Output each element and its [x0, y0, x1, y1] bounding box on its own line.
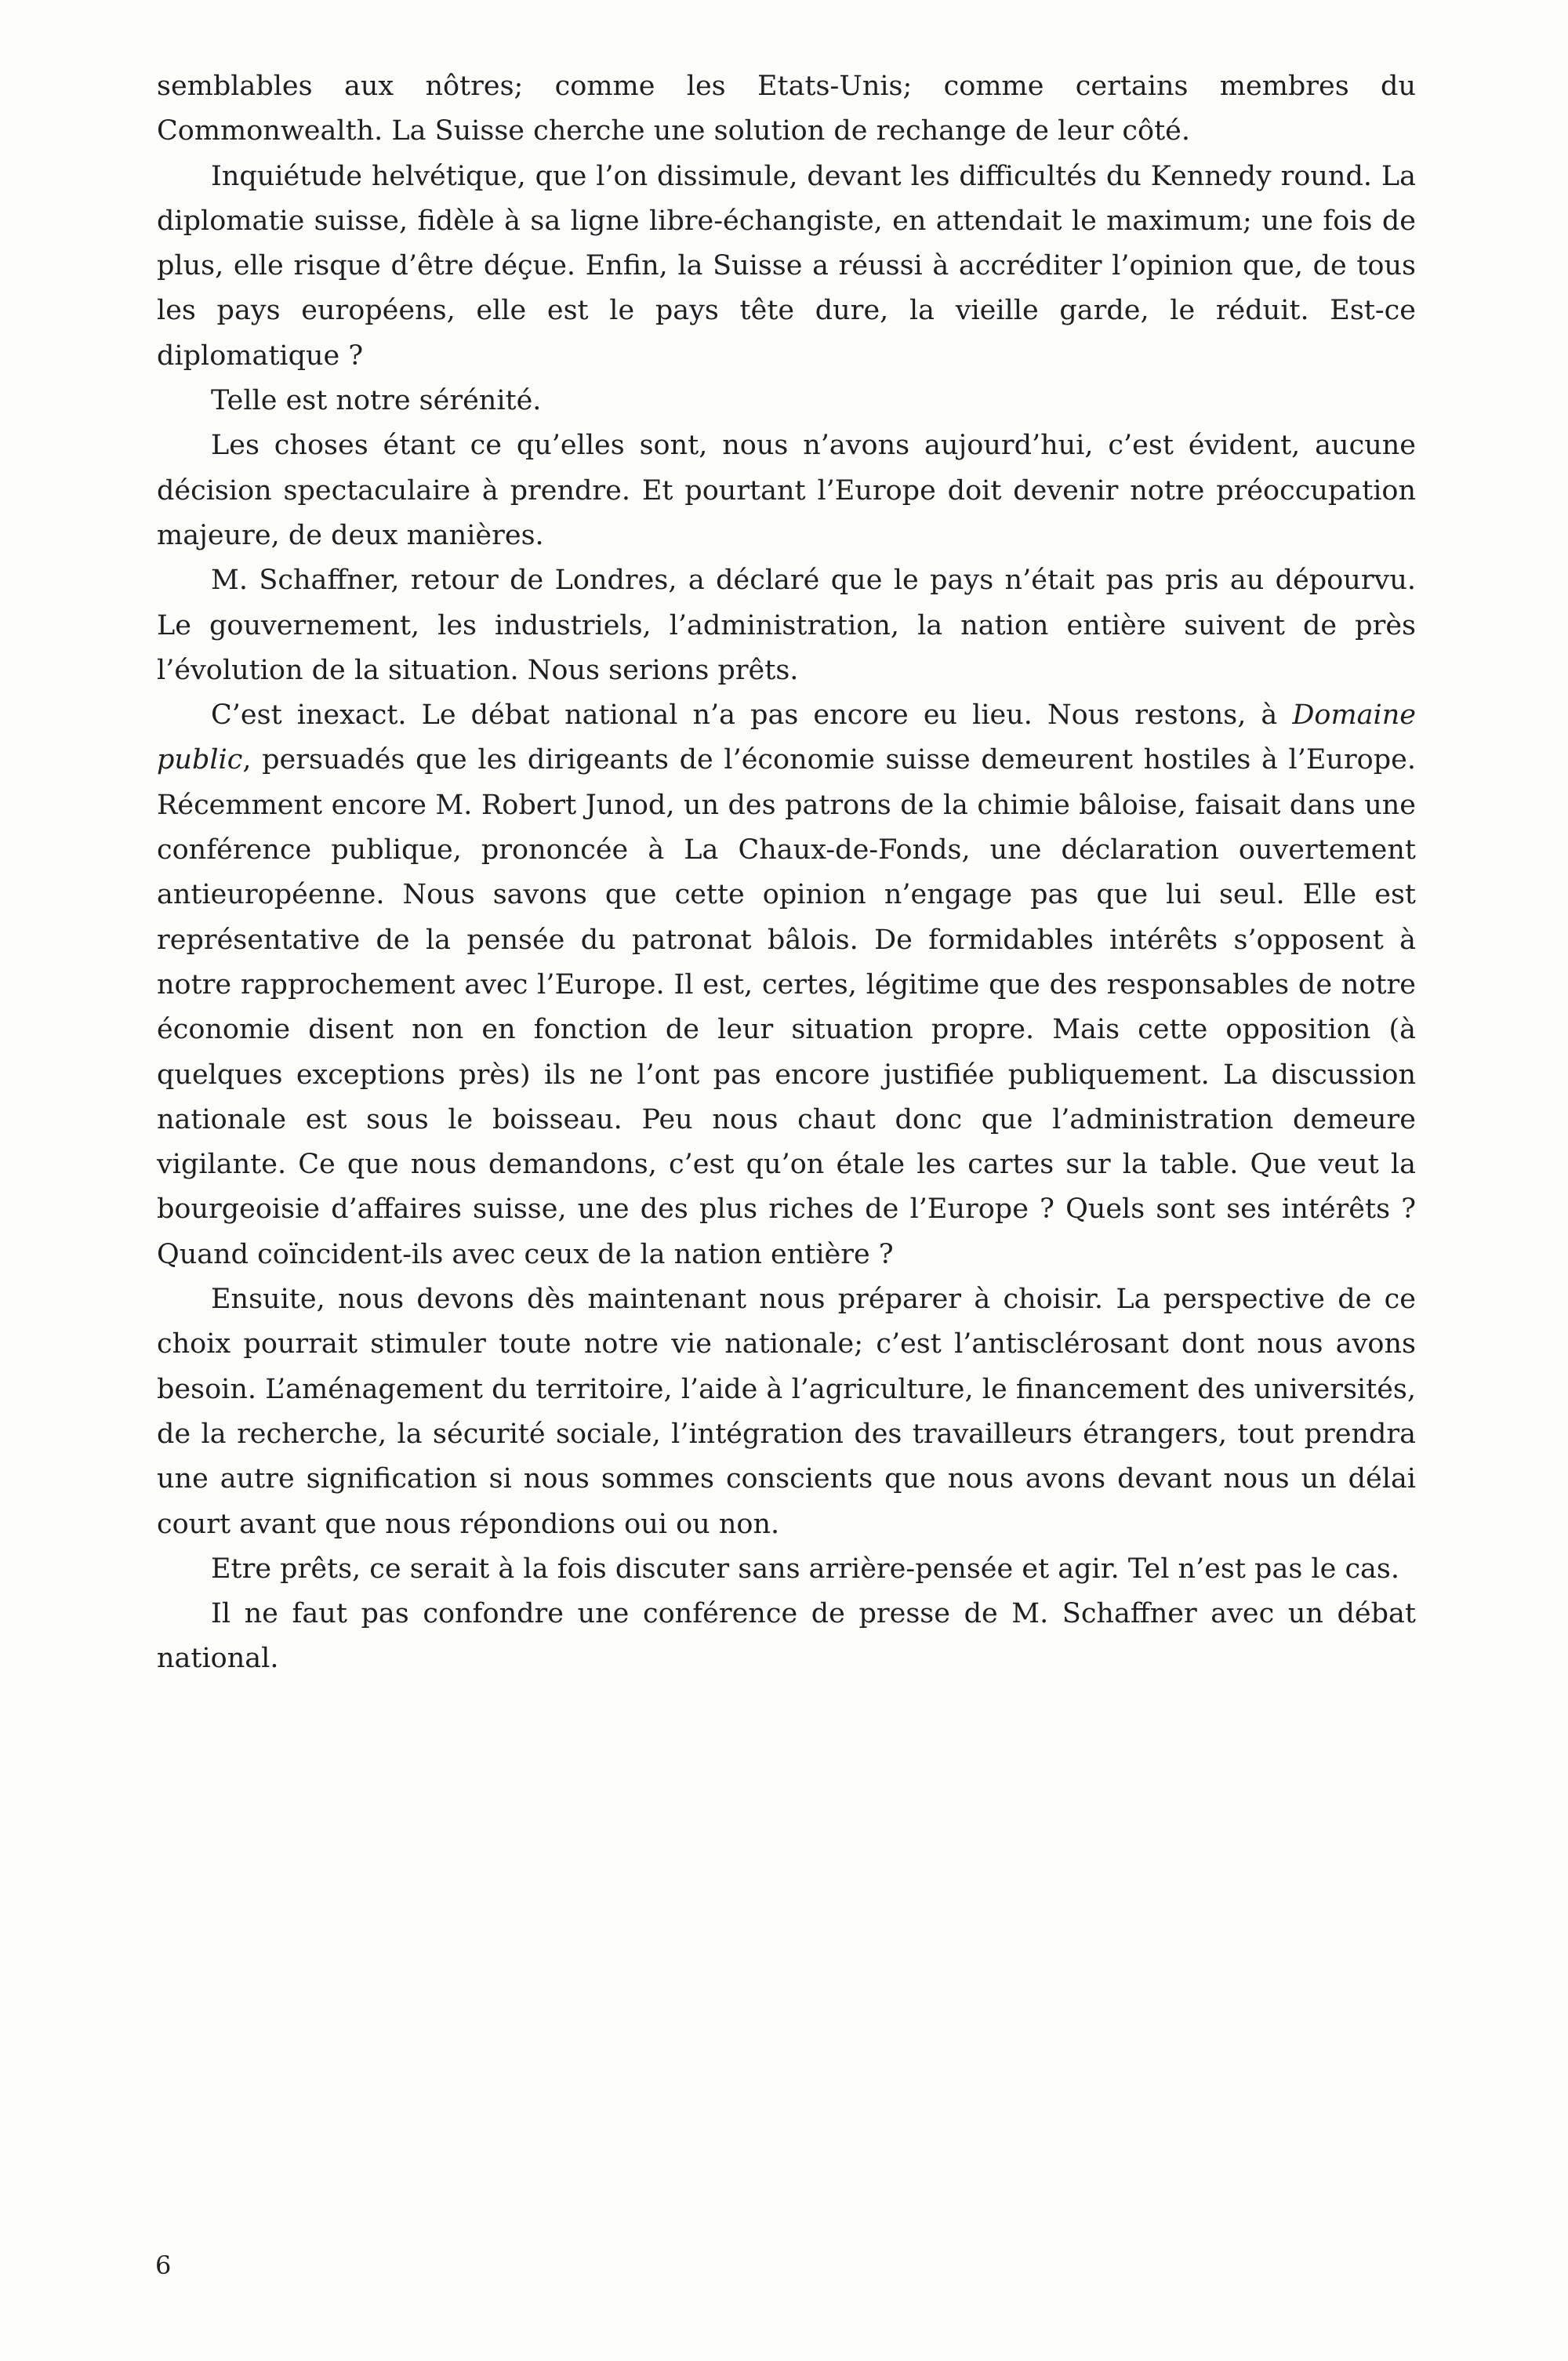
page-number: 6 — [155, 2250, 172, 2280]
body-text — [157, 64, 1416, 1682]
paragraph-choses: Les choses étant ce qu’elles sont, nous n’avons aujourd’hui, c’est évident, aucune décision spectaculaire à prendre. Et pourtant l’Europe doit devenir notre préoccupation majeure, de deux manières. — [157, 430, 1416, 551]
paragraph-serenite: Telle est notre sérénité. — [211, 385, 542, 417]
paragraph-continuation: semblables aux nôtres; comme les Etats-Unis; comme certains membres du Commonwealth. La Suisse cherche une solution de rechange de leur côté. — [157, 71, 1416, 147]
paragraph-etre-prets: Etre prêts, ce serait à la fois discuter sans arrière-pensée et agir. Tel n’est pas le cas. — [211, 1553, 1400, 1585]
paragraph-inexact-after: , persuadés que les dirigeants de l’économie suisse demeurent hostiles à l’Europe. Récemment encore M. Robert Junod, un des patrons de la chimie bâloise, faisait dans une conférence publique, prononcée à La Chaux-de-Fonds, une déclaration ouvertement antieuropéenne. Nous savons que cette opinion n’engage pas que lui seul. Elle est représentative de la pensée du patronat bâlois. De formidables intérêts s’opposent à notre rapprochement avec l’Europe. Il est, certes, légitime que des responsables de notre économie disent non en fonction de leur situation propre. Mais cette opposition (à quelques exceptions près) ils ne l’ont pas encore justifiée publiquement. La discussion nationale est sous le boisseau. Peu nous chaut donc que l’administration demeure vigilante. Ce que nous demandons, c’est qu’on étale les cartes sur la table. Que veut la bourgeoisie d’affaires suisse, une des plus riches de l’Europe ? Quels sont ses intérêts ? Quand coïncident-ils avec ceux de la nation entière ? — [157, 744, 1416, 1270]
publication-title: Domaine public — [157, 699, 1416, 776]
paragraph-ensuite: Ensuite, nous devons dès maintenant nous préparer à choisir. La perspective de ce choix pourrait stimuler toute notre vie nationale; c’est l’antisclérosant dont nous avons besoin. L’aménagement du territoire, l’aide à l’agriculture, le financement des universités, de la recherche, la sécurité sociale, l’intégration des travailleurs étrangers, tout prendra une autre signification si nous sommes conscients que nous avons devant nous un délai court avant que nous répondions oui ou non. — [157, 1284, 1416, 1540]
paragraph-inexact — [157, 693, 1416, 1277]
paragraph-conclusion: Il ne faut pas confondre une conférence de presse de M. Schaffner avec un débat national. — [157, 1598, 1416, 1675]
paragraph-inquietude: Inquiétude helvétique, que l’on dissimule, devant les difficultés du Kennedy round. La diplomatie suisse, fidèle à sa ligne libre-échangiste, en attendait le maximum; une fois de plus, elle risque d’être déçue. Enfin, la Suisse a réussi à accréditer l’opinion que, de tous les pays européens, elle est le pays tête dure, la vieille garde, le réduit. Est-ce diplomatique ? — [157, 160, 1416, 372]
paragraph-inexact-before: C’est inexact. Le débat national n’a pas encore eu lieu. Nous restons, à — [211, 699, 1293, 732]
paragraph-schaffner: M. Schaffner, retour de Londres, a déclaré que le pays n’était pas pris au dépourvu. Le gouvernement, les industriels, l’administration, la nation entière suivent de près l’évolution de la situation. Nous serions prêts. — [157, 565, 1416, 686]
